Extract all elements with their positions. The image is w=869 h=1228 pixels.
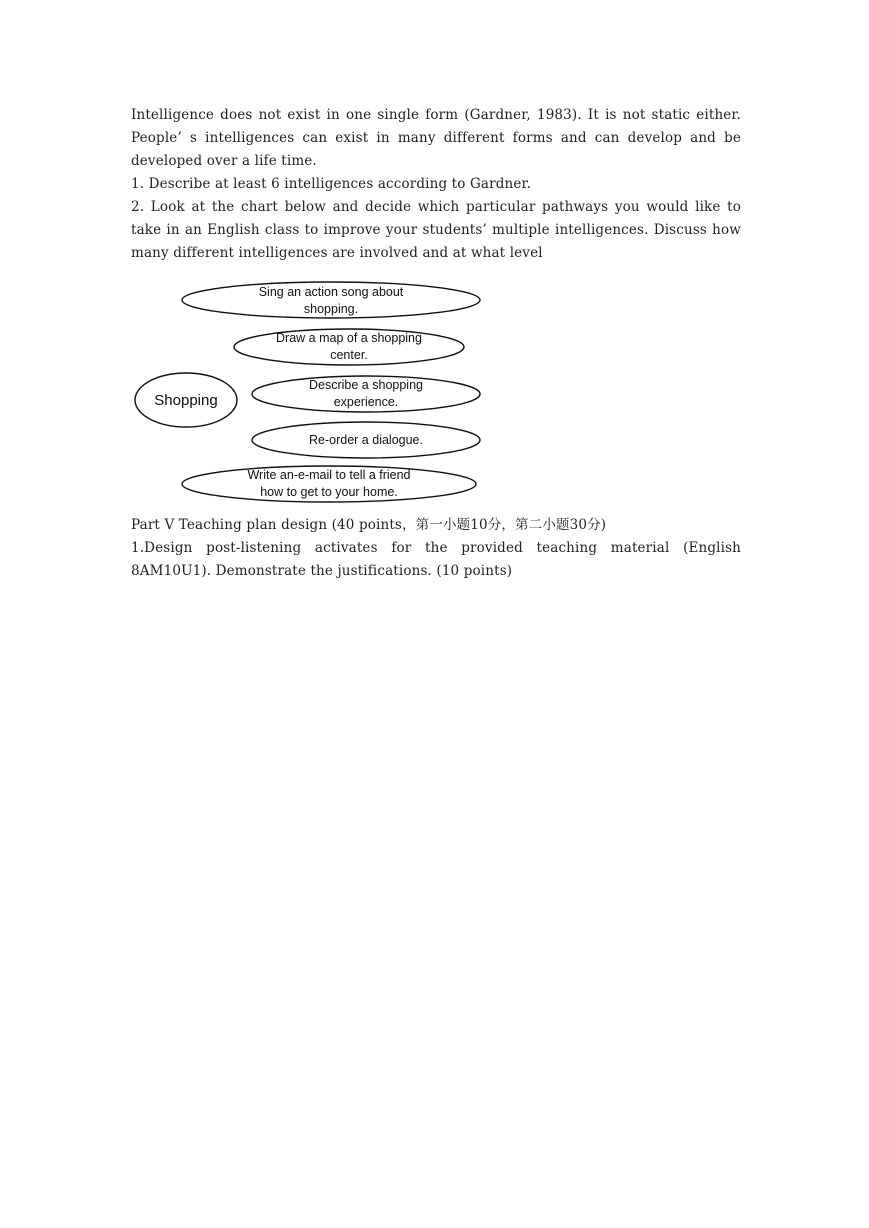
- activity-3-line-1: Describe a shopping: [309, 378, 423, 392]
- activity-3-line-2: experience.: [333, 395, 399, 409]
- intro-paragraph: Intelligence does not exist in one single form (Gardner, 1983). It is not static either. People’ s intelligences can exist in many different forms and can develop and be developed over a life time.: [131, 107, 741, 169]
- activity-4-line-1: Re-order a dialogue.: [309, 433, 423, 447]
- part-5-question-1: 1.Design post-listening activates for the provided teaching material (English 8AM10U1). Demonstrate the justifications. (10 points): [131, 540, 741, 579]
- diagram-svg: [131, 274, 491, 510]
- activity-5-line-2: how to get to your home.: [260, 485, 398, 499]
- hub-label: Shopping: [154, 392, 218, 409]
- activity-5-line-1: Write an-e-mail to tell a friend: [247, 468, 411, 482]
- activity-1-line-1: Sing an action song about: [258, 285, 404, 299]
- activity-2-line-1: Draw a map of a shopping: [276, 331, 422, 345]
- shopping-pathways-diagram: [131, 274, 491, 510]
- activity-2-line-2: center.: [330, 348, 368, 362]
- activity-1-line-2: shopping.: [303, 302, 359, 316]
- question-1: 1. Describe at least 6 intelligences according to Gardner.: [131, 176, 532, 192]
- question-2: 2. Look at the chart below and decide which particular pathways you would like to take in an English class to improve your students’ multiple intelligences. Discuss how many different intelligences are involved and at what level: [131, 199, 741, 261]
- intro-section: [131, 104, 741, 265]
- part-5-section: [131, 514, 741, 583]
- part-5-heading: Part V Teaching plan design (40 points，第一小题10分，第二小题30分): [131, 517, 607, 533]
